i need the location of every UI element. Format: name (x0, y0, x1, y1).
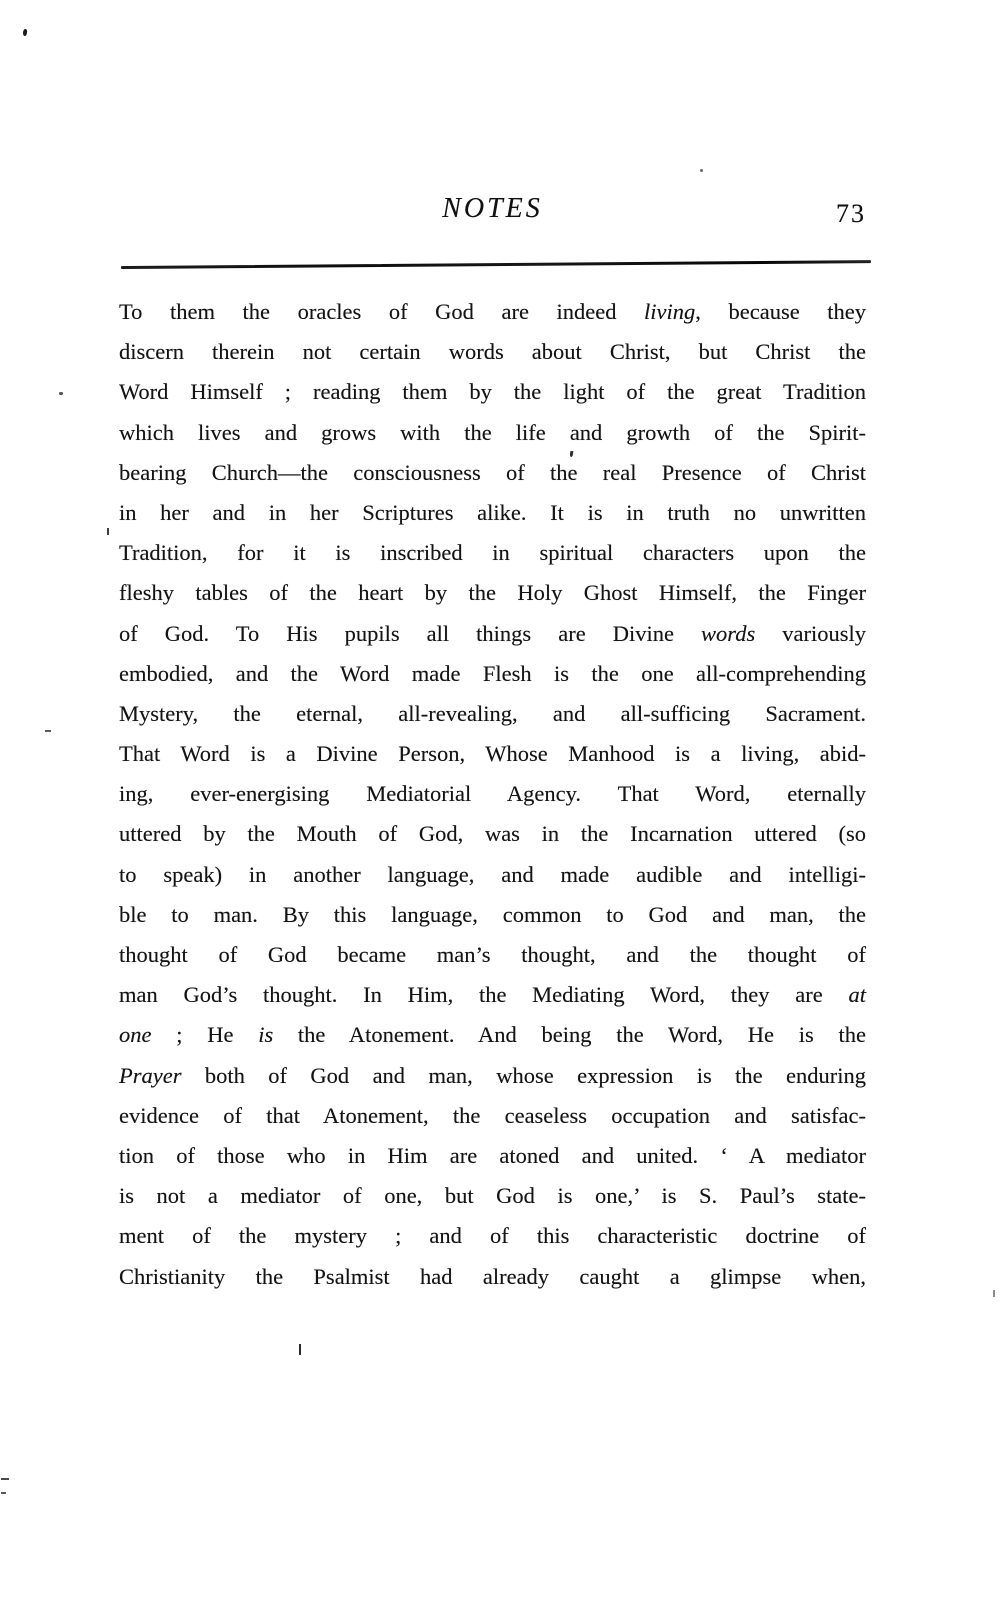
text-line: embodied, and the Word made Flesh is the one all-comprehending (119, 660, 866, 686)
text-line: uttered by the Mouth of God, was in the Incarnation uttered (so (119, 821, 866, 847)
text-line: fleshy tables of the heart by the Holy Ghost Himself, the Finger (119, 580, 866, 606)
scan-speck (22, 29, 27, 37)
text-line: Tradition, for it is inscribed in spiritual characters upon the (119, 540, 866, 566)
text-line: Prayer both of God and man, whose expression is the enduring (119, 1062, 866, 1088)
scan-speck (45, 730, 51, 732)
text-line: Mystery, the eternal, all-revealing, and all-sufficing Sacrament. (119, 700, 866, 726)
scan-speck (1, 1478, 9, 1480)
page-header (119, 193, 866, 235)
text-line: That Word is a Divine Person, Whose Manhood is a living, abid- (119, 741, 866, 767)
text-line: bearing Church—the consciousness of the real Presence of Christ (119, 459, 866, 485)
text-line: ment of the mystery ; and of this characteristic doctrine of (119, 1223, 866, 1249)
scan-speck (1, 1492, 6, 1494)
scan-speck (299, 1344, 301, 1355)
text-line: ing, ever-energising Mediatorial Agency. That Word, eternally (119, 781, 866, 807)
scan-speck (107, 528, 109, 535)
paragraph-lines (119, 292, 866, 1297)
text-line: ble to man. By this language, common to God and man, the (119, 901, 866, 927)
text-line: is not a mediator of one, but God is one,’ is S. Paul’s state- (119, 1183, 866, 1209)
text-line: in her and in her Scriptures alike. It is in truth no unwritten (119, 499, 866, 525)
text-line: discern therein not certain words about Christ, but Christ the (119, 339, 866, 365)
text-line: evidence of that Atonement, the ceaseless occupation and satisfac- (119, 1102, 866, 1128)
text-line: which lives and grows with the life and growth of the Spirit- (119, 419, 866, 445)
text-line: man God’s thought. In Him, the Mediating Word, they are at (119, 982, 866, 1008)
page-number: 73 (836, 199, 866, 228)
header-rule-divider (121, 260, 871, 268)
text-line: of God. To His pupils all things are Divine words variously (119, 620, 866, 646)
text-line: Word Himself ; reading them by the light of the great Tradition (119, 379, 866, 405)
scan-speck (993, 1290, 995, 1297)
text-line: Christianity the Psalmist had already caught a glimpse when, (119, 1263, 866, 1289)
text-line: thought of God became man’s thought, and the thought of (119, 942, 866, 967)
text-line: To them the oracles of God are indeed living, because they (119, 299, 866, 324)
text-line: tion of those who in Him are atoned and united. ‘ A mediator (119, 1142, 866, 1168)
scan-speck (700, 169, 703, 172)
scan-speck (59, 392, 63, 395)
text-line: to speak) in another language, and made audible and intelligi- (119, 861, 866, 887)
running-head-title: NOTES (442, 193, 543, 224)
text-line: one ; He is the Atonement. And being the Word, He is the (119, 1022, 866, 1048)
